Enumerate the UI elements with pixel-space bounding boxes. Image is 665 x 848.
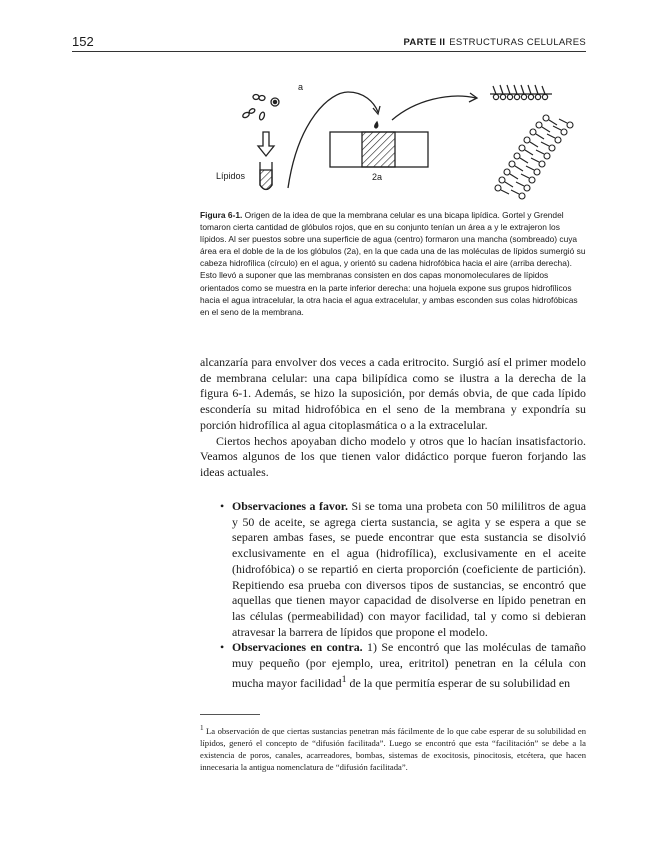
caption-text: Origen de la idea de que la membrana celular es una bicapa lipídica. Gortel y Grendel tomaron cierta cantidad de glóbulos rojos, que en su conjunto tenían un área a y le extrajeron los lípidos. Al ser puestos sobre una superficie de agua (centro) formaron una mancha (sombreado) cuya área era el doble de la de los glóbulos (2a), en la que cada una de las moléculas de lípidos sumergió su cabeza hidrofílica (círculo) en el agua, y orientó su cadena hidrofóbica hacia el aire (arriba derecha). Esto llevó a suponer que las membranas consisten en dos capas monomoleculares de lípidos orientados como se muestra en la parte inferior derecha: una hojuela expone sus grupos hidrofílicos hacia el agua intracelular, la otra hacia el agua extracelular, y ambas esconden sus colas hidrofóbicas en el seno de la membrana. [200,210,586,317]
bullet-icon: • [220,640,225,655]
list-item-text-continued: de la que permitía esperar de su solubilidad en [346,675,571,690]
figure-label-lipidos: Lípidos [216,171,246,181]
monolayer [490,85,552,100]
list-item-text: 1) Se encontró que las moléculas de tamaño muy pequeño (por ejemplo, urea, eritritol) penetran en la célula con mucha mayor facilidad [232,640,587,690]
running-head [403,37,586,48]
page-number: 152 [72,34,94,49]
list-item [200,640,586,691]
figure-label-a: a [298,82,304,92]
list-item [200,499,586,640]
down-arrow [258,132,274,156]
red-blood-cells [242,95,279,121]
part-label: PARTE II [403,37,446,48]
figure-label-2a: 2a [372,172,383,182]
trough-diagram [330,132,428,167]
page-header [72,34,586,54]
figure-6-1 [180,70,600,205]
footnote-rule [200,714,260,715]
header-rule [72,51,586,52]
footnote-ref: 1 [341,673,347,685]
bullet-icon: • [220,499,225,513]
list-item-lead: Observaciones a favor. [232,499,348,513]
figure-illustration [180,70,600,205]
bilayer-membrane [495,115,573,199]
figure-caption [200,209,588,318]
test-tube [260,162,272,190]
footnote-text: La observación de que ciertas sustancias penetran más fácilmente de lo que cabe esperar de su solubilidad en lípidos, generó el concepto de “difusión facilitada”. Luego se encontró que esta “facilitación” se debe a la existencia de poros, canales, acarreadores, bombas, sistemas de exocitosis, pinocitosis, etcétera, que hacen innecesaria la antigua nomenclatura de “difusión facilitada”. [200,725,586,772]
footnote-marker: 1 [200,724,204,732]
body-text [200,355,586,481]
caption-label: Figura 6-1. [200,210,243,220]
observations-list [200,499,586,691]
list-item-text: Si se toma una probeta con 50 mililitros de agua y 50 de aceite, se agrega cierta sustancia, se agita y se espera a que se separen ambas fases, se puede encontrar que esta sustancia se disolvió exclusivamente en el agua (hidrofílica), exclusivamente en el aceite (hidrofóbica) o se repartió en cierta proporción (coeficiente de partición). Repitiendo esa prueba con diversos tipos de sustancias, se encontró que aquellas que tienen mayor capacidad de disolverse en lípido penetran en las células (permeabilidad) con mayor facilidad, tal y como si debieran atravesar la barrera de lípidos que propone el modelo. [232,499,587,639]
body-paragraph-1: alcanzaría para envolver dos veces a cada eritrocito. Surgió así el primer modelo de membrana celular: una capa bilipídica como se ilustra a la derecha de la figura 6-1. Además, se hizo la suposición, por demás obvia, de que cada lípido escondería su mitad hidrofóbica en el seno de la membrana y expondría su porción hidrofílica al agua citoplasmática o a la extracelular. [200,355,586,432]
part-title: ESTRUCTURAS CELULARES [449,37,586,48]
right-arrow [392,93,477,120]
footnote [200,722,586,773]
body-paragraph-2: Ciertos hechos apoyaban dicho modelo y otros que lo hacían insatisfactorio. Veamos algunos de los que tienen valor didáctico porque fueron forjando las ideas actuales. [200,433,586,479]
list-item-lead: Observaciones en contra. [232,640,363,655]
